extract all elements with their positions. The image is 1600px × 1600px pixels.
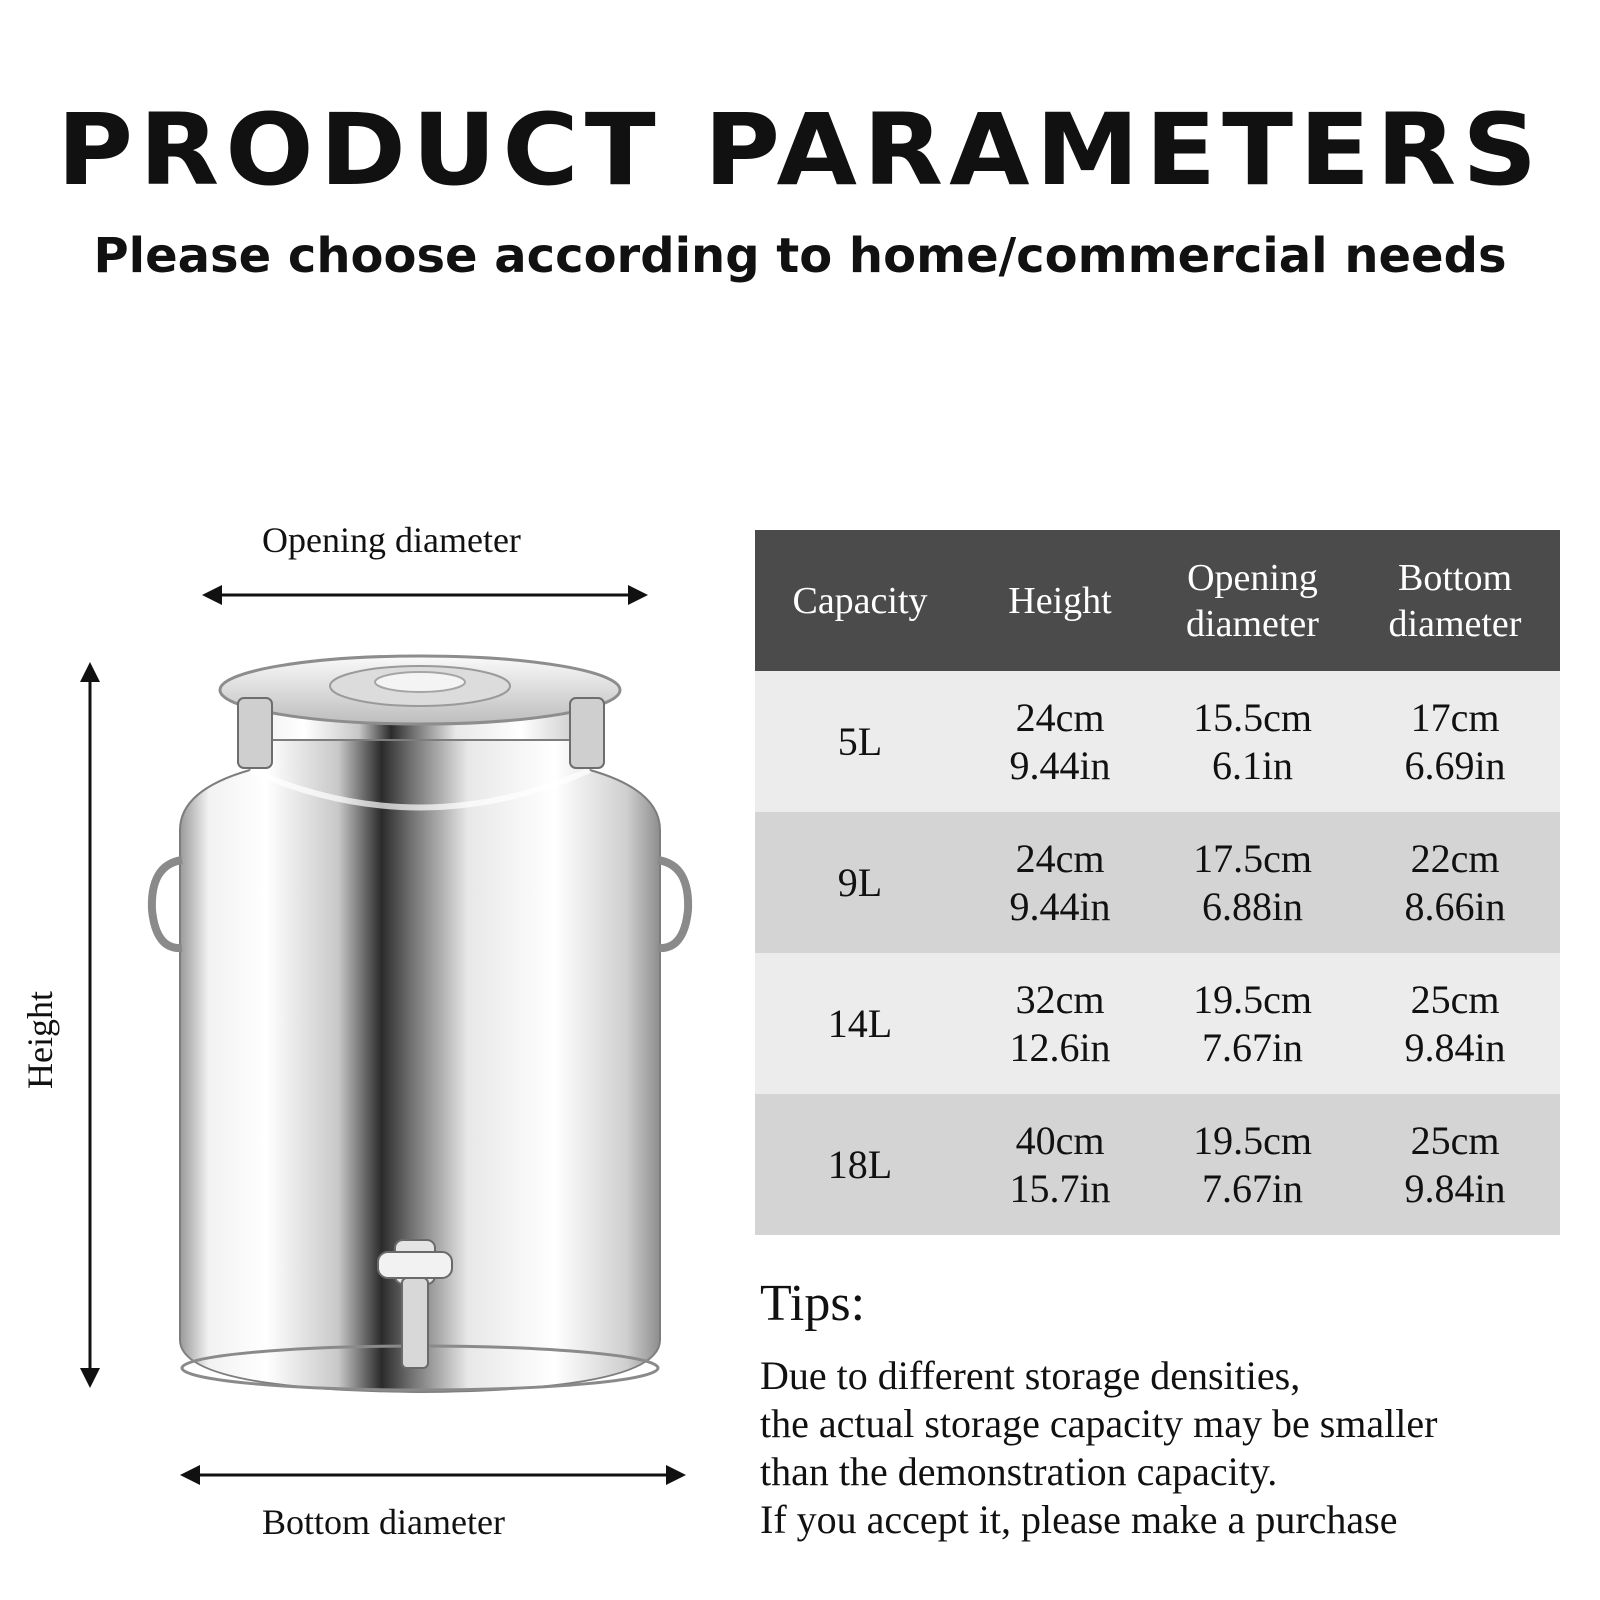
capacity-cell: 9L [837, 859, 883, 905]
header-capacity: Capacity [792, 579, 928, 622]
table-row [755, 812, 1560, 953]
table-row [755, 671, 1560, 812]
bottom-cell: 17cm 6.69in [1404, 694, 1506, 788]
page-title: PRODUCT PARAMETERS [56, 92, 1544, 208]
table-header-row [755, 530, 1560, 671]
parameters-table [755, 530, 1560, 1235]
opening-diameter-label: Opening diameter [262, 520, 521, 560]
height-label: Height [20, 991, 60, 1089]
height-cell: 24cm 9.44in [1009, 694, 1111, 788]
bottom-cell: 25cm 9.84in [1404, 976, 1506, 1070]
opening-cell: 19.5cm 7.67in [1193, 1117, 1312, 1211]
bottom-diameter-arrow-icon [178, 1460, 688, 1490]
header-bottom-diameter: Bottom diameter [1388, 556, 1522, 645]
tips-line: than the demonstration capacity. [760, 1449, 1278, 1494]
height-cell: 32cm 12.6in [1009, 976, 1111, 1070]
capacity-cell: 18L [827, 1141, 893, 1187]
tips-title: Tips: [760, 1275, 866, 1332]
opening-diameter-arrow-icon [200, 580, 650, 610]
tips-line: Due to different storage densities, [760, 1353, 1301, 1398]
tips-text [760, 1352, 1590, 1544]
bottom-diameter-label: Bottom diameter [262, 1502, 505, 1542]
header-height: Height [1008, 579, 1112, 622]
height-cell: 40cm 15.7in [1009, 1117, 1111, 1211]
capacity-cell: 14L [827, 1000, 893, 1046]
bottom-cell: 25cm 9.84in [1404, 1117, 1506, 1211]
opening-cell: 17.5cm 6.88in [1193, 835, 1312, 929]
capacity-cell: 5L [837, 718, 883, 764]
tips-line: If you accept it, please make a purchase [760, 1497, 1398, 1542]
opening-cell: 15.5cm 6.1in [1193, 694, 1312, 788]
bottom-cell: 22cm 8.66in [1404, 835, 1506, 929]
milk-can-illustration [140, 640, 700, 1440]
height-cell: 24cm 9.44in [1009, 835, 1111, 929]
header-opening-diameter: Opening diameter [1186, 556, 1319, 645]
height-arrow-icon [75, 660, 105, 1390]
table-row [755, 953, 1560, 1094]
opening-cell: 19.5cm 7.67in [1193, 976, 1312, 1070]
page-subtitle: Please choose according to home/commercial needs [93, 228, 1507, 284]
tips-line: the actual storage capacity may be smaller [760, 1401, 1438, 1446]
table-row [755, 1094, 1560, 1235]
